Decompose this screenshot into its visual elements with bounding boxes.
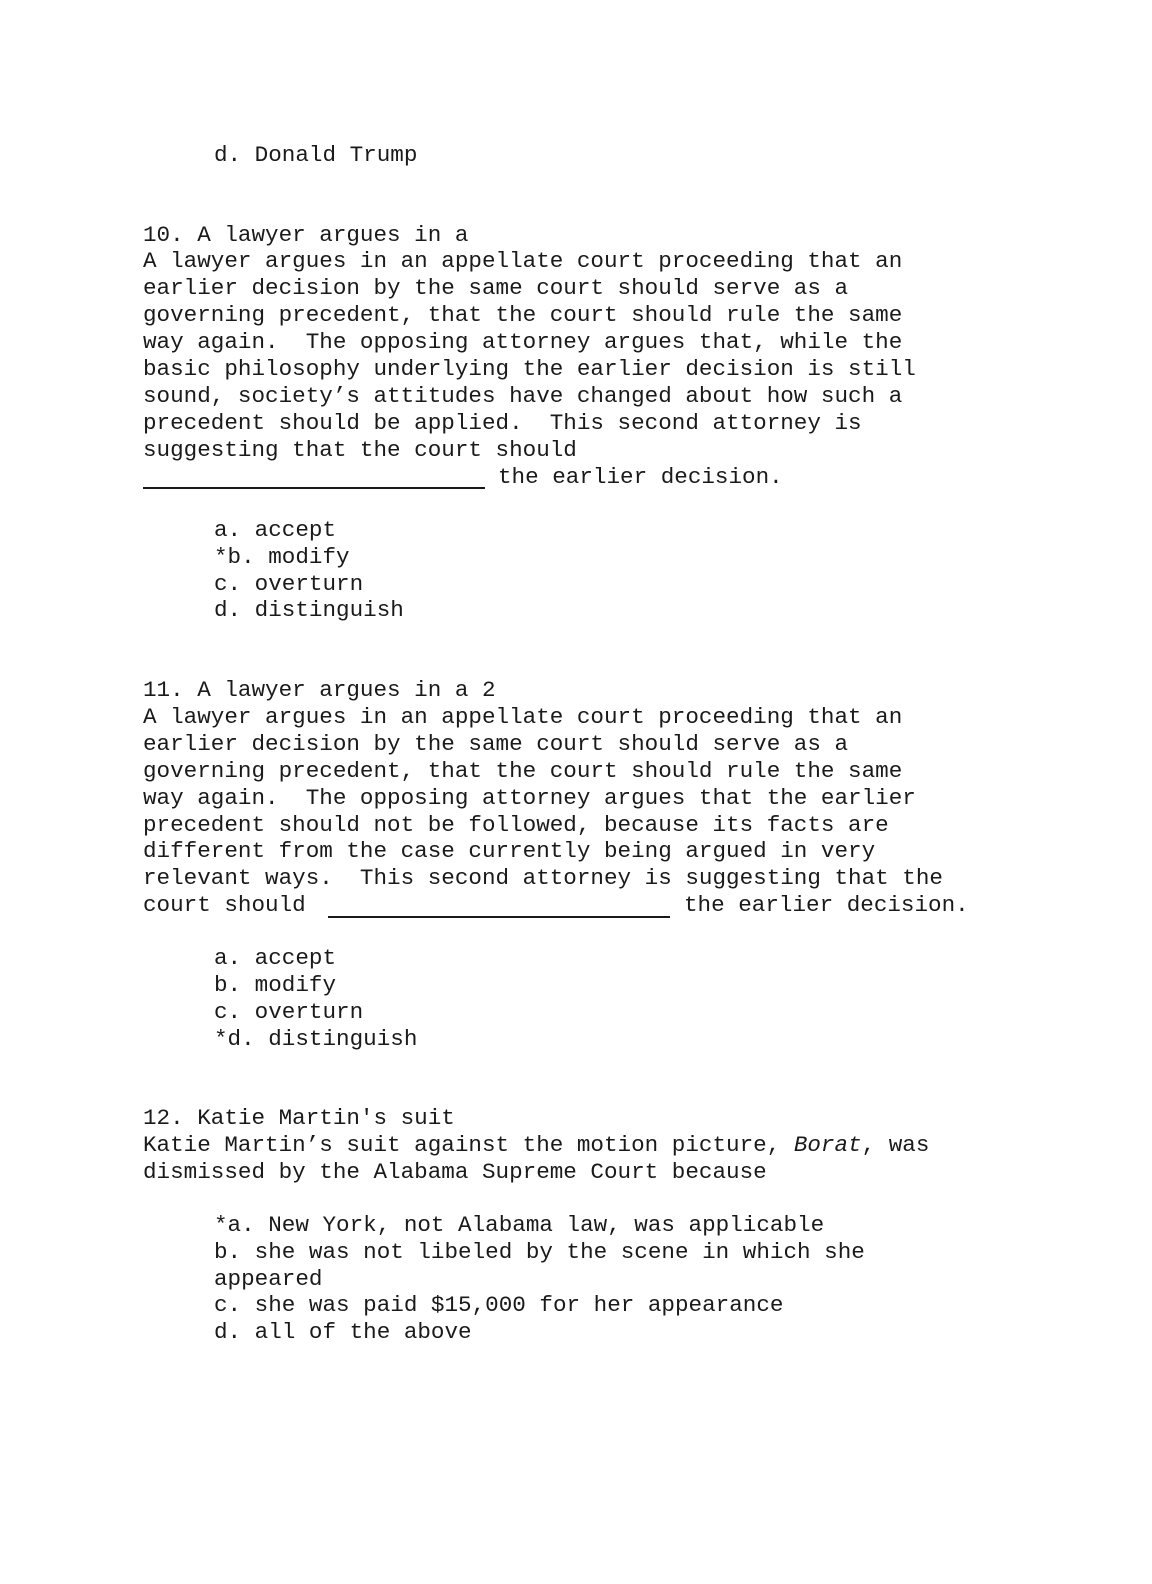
- q11-answer-blank: [328, 916, 670, 918]
- q10-line: precedent should be applied. This second attorney is: [143, 410, 862, 436]
- q10-option-b: *b. modify: [214, 544, 350, 570]
- q12-option-d: d. all of the above: [214, 1319, 472, 1345]
- q11-line: way again. The opposing attorney argues that the earlier: [143, 785, 916, 811]
- q11-option-b: b. modify: [214, 972, 337, 998]
- q11-option-c: c. overturn: [214, 999, 364, 1025]
- q12-option-b: b. she was not libeled by the scene in which she: [214, 1239, 865, 1265]
- q12-option-b-cont: appeared: [214, 1266, 323, 1292]
- q11-line: precedent should not be followed, because its facts are: [143, 812, 889, 838]
- q12-line-2: dismissed by the Alabama Supreme Court because: [143, 1159, 767, 1185]
- q10-option-a: a. accept: [214, 517, 337, 543]
- q10-line: earlier decision by the same court should serve as a: [143, 275, 849, 301]
- q11-line: A lawyer argues in an appellate court proceeding that an: [143, 704, 903, 730]
- q12-option-c: c. she was paid $15,000 for her appearance: [214, 1292, 784, 1318]
- q11-option-a: a. accept: [214, 945, 337, 971]
- q10-option-c: c. overturn: [214, 571, 364, 597]
- prev-option-d: d. Donald Trump: [214, 142, 418, 168]
- q12-title: 12. Katie Martin's suit: [143, 1105, 455, 1131]
- q10-option-d: d. distinguish: [214, 597, 404, 623]
- q11-option-d: *d. distinguish: [214, 1026, 418, 1052]
- q10-line: basic philosophy underlying the earlier decision is still: [143, 356, 916, 382]
- q11-line: different from the case currently being argued in very: [143, 838, 876, 864]
- q10-title: 10. A lawyer argues in a: [143, 222, 469, 248]
- q10-line: A lawyer argues in an appellate court proceeding that an: [143, 248, 903, 274]
- q11-line: relevant ways. This second attorney is suggesting that the: [143, 865, 943, 891]
- q11-after-blank: the earlier decision.: [684, 892, 969, 918]
- q12-line-1: [143, 1132, 929, 1159]
- q12-movie-title: Borat: [793, 1132, 862, 1158]
- q11-line: earlier decision by the same court should serve as a: [143, 731, 849, 757]
- q10-answer-blank: [143, 487, 485, 489]
- q10-line: way again. The opposing attorney argues that, while the: [143, 329, 903, 355]
- q10-line: governing precedent, that the court should rule the same: [143, 302, 903, 328]
- q12-line-1-end: , was: [861, 1132, 930, 1158]
- q11-line: governing precedent, that the court should rule the same: [143, 758, 903, 784]
- q10-line: sound, society’s attitudes have changed about how such a: [143, 383, 903, 409]
- q12-line-1-start: Katie Martin’s suit against the motion picture,: [143, 1132, 794, 1158]
- q11-title: 11. A lawyer argues in a 2: [143, 677, 496, 703]
- q12-option-a: *a. New York, not Alabama law, was applicable: [214, 1212, 825, 1238]
- q11-before-blank: court should: [143, 892, 306, 918]
- q10-after-blank: the earlier decision.: [498, 464, 783, 490]
- q10-line: suggesting that the court should: [143, 437, 577, 463]
